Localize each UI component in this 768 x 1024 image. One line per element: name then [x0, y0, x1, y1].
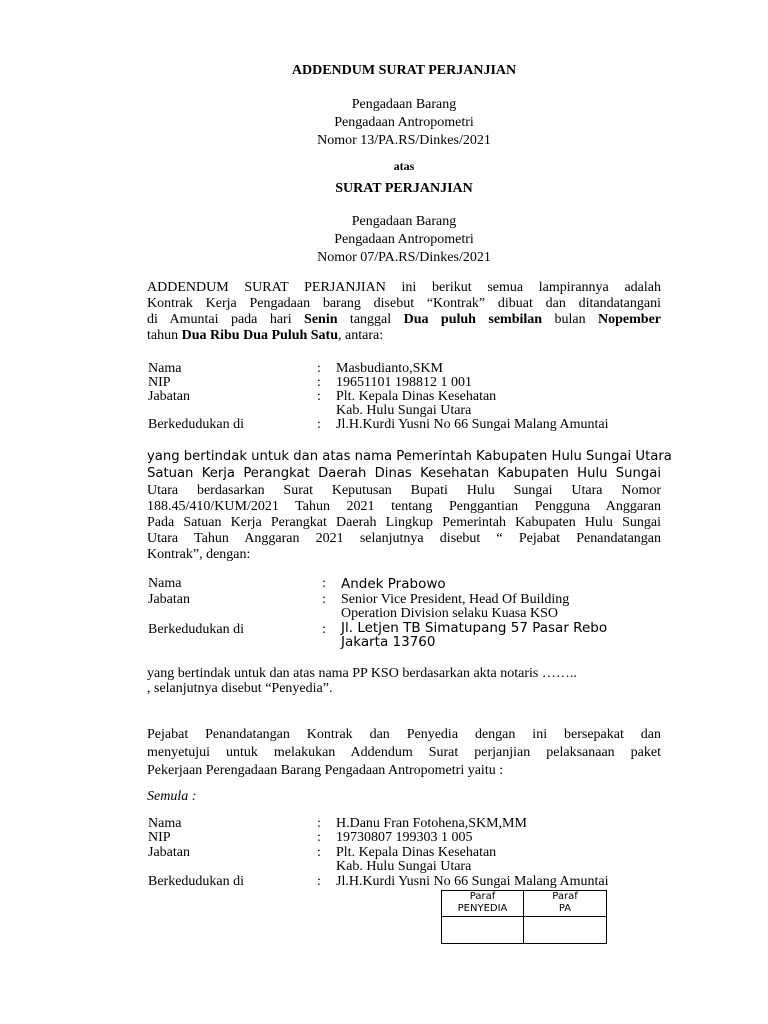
party2-jabatan-1: Senior Vice President, Head Of Building: [341, 592, 570, 607]
party1-kedudukan: Jl.H.Kurdi Yusni No 66 Sungai Malang Amuntai: [336, 417, 609, 432]
intro-year: Dua Ribu Dua Puluh Satu: [181, 328, 339, 343]
party2-desc-line-1: yang bertindak untuk dan atas nama PP KSO berdasarkan akta notaris ……..: [147, 666, 577, 681]
colon: :: [317, 845, 321, 860]
party1-jabatan-1: Plt. Kepala Dinas Kesehatan: [336, 389, 497, 404]
paraf-pa-header: [524, 891, 606, 915]
intro-day: Senin: [304, 312, 338, 327]
addendum-line-2: Pengadaan Antropometri: [334, 115, 474, 130]
party1-desc-line-6: Utara Tahun Anggaran 2021 selanjutnya disebut “ Pejabat Penandatangan: [147, 531, 661, 546]
party1-kedudukan-label: Berkedudukan di: [148, 417, 245, 432]
colon: :: [322, 576, 326, 591]
paraf-table: [441, 890, 607, 944]
paraf-penyedia-header: [442, 891, 523, 915]
party1-description-cont: [147, 483, 661, 563]
party1-description: [147, 448, 672, 482]
party1-nip-label: NIP: [148, 375, 171, 390]
colon: :: [317, 389, 321, 404]
colon: :: [317, 417, 321, 432]
party1-jabatan-2: Kab. Hulu Sungai Utara: [336, 403, 472, 418]
paraf-pa-line-2: PA: [558, 903, 572, 914]
semula-label: Semula :: [147, 789, 197, 804]
party1-desc-line-7: Kontrak”, dengan:: [147, 547, 251, 562]
contract-number: Nomor 07/PA.RS/Dinkes/2021: [317, 250, 491, 265]
party3-nama-label: Nama: [148, 816, 182, 831]
party1-nama-label: Nama: [148, 361, 182, 376]
party2-kedudukan-label: Berkedudukan di: [148, 622, 245, 637]
agreement-line-3: Pekerjaan Perengadaan Barang Pengadaan Antropometri yaitu :: [147, 763, 504, 778]
contract-line-1: Pengadaan Barang: [351, 214, 457, 229]
agreement-line-2: menyetujui untuk melakukan Addendum Surat perjanjian pelaksanaan paket: [147, 745, 661, 760]
intro-date: Dua puluh sembilan: [403, 312, 543, 327]
colon: :: [317, 874, 321, 889]
party2-kedudukan-1: Jl. Letjen TB Simatupang 57 Pasar Rebo: [341, 620, 608, 636]
agreement-line-1: Pejabat Penandatangan Kontrak dan Penyedia dengan ini bersepakat dan: [147, 727, 661, 742]
party3-nama: H.Danu Fran Fotohena,SKM,MM: [336, 816, 527, 831]
party1-nip: 19651101 198812 1 001: [336, 375, 472, 390]
party2-desc-line-2: , selanjutnya disebut “Penyedia”.: [147, 681, 333, 696]
party1-jabatan-label: Jabatan: [148, 389, 190, 404]
party1-desc-line-3: Utara berdasarkan Surat Keputusan Bupati Hulu Sungai Utara Nomor: [147, 483, 661, 498]
party2-kedudukan-2: Jakarta 13760: [341, 634, 436, 650]
intro-text: tanggal: [337, 312, 404, 327]
paraf-penyedia-line-2: PENYEDIA: [457, 903, 508, 914]
addendum-number: Nomor 13/PA.RS/Dinkes/2021: [317, 133, 491, 148]
contract-line-2: Pengadaan Antropometri: [334, 232, 474, 247]
party3-nip-label: NIP: [148, 830, 171, 845]
colon: :: [317, 375, 321, 390]
colon: :: [322, 622, 326, 637]
party1-desc-line-4: 188.45/410/KUM/2021 Tahun 2021 tentang Penggantian Pengguna Anggaran: [147, 499, 661, 514]
document-subtitle: SURAT PERJANJIAN: [335, 181, 473, 196]
intro-text: di Amuntai pada hari: [147, 312, 305, 327]
intro-text: bulan: [542, 312, 599, 327]
atas-label: atas: [393, 159, 415, 173]
party3-kedudukan-label: Berkedudukan di: [148, 874, 245, 889]
addendum-line-1: Pengadaan Barang: [351, 97, 457, 112]
colon: :: [317, 830, 321, 845]
paraf-penyedia-signature-cell[interactable]: [442, 917, 523, 943]
paraf-penyedia-line-1: Paraf: [469, 891, 496, 902]
intro-line-4: [147, 328, 661, 344]
colon: :: [322, 592, 326, 607]
colon: :: [317, 361, 321, 376]
intro-paragraph: [147, 280, 661, 344]
party2-jabatan-label: Jabatan: [148, 592, 190, 607]
intro-text: , antara:: [338, 328, 384, 343]
party2-jabatan-2: Operation Division selaku Kuasa KSO: [341, 606, 558, 621]
intro-line-1: ADDENDUM SURAT PERJANJIAN ini berikut semua lampirannya adalah: [147, 280, 661, 295]
paraf-pa-line-1: Paraf: [552, 891, 578, 902]
agreement-paragraph: [147, 726, 661, 780]
intro-line-2: Kontrak Kerja Pengadaan barang disebut “Kontrak” dibuat dan ditandatangani: [147, 296, 661, 311]
party3-jabatan-label: Jabatan: [148, 845, 190, 860]
document-title: ADDENDUM SURAT PERJANJIAN: [291, 63, 517, 78]
party1-nama: Masbudianto,SKM: [336, 361, 443, 376]
party1-desc-line-5: Pada Satuan Kerja Perangkat Daerah Lingkup Pemerintah Kabupaten Hulu Sungai: [147, 515, 661, 530]
party2-nama-label: Nama: [148, 576, 182, 591]
intro-month: Nopember: [598, 312, 662, 327]
intro-line-3: [147, 312, 661, 328]
intro-text: tahun: [147, 328, 182, 343]
colon: :: [317, 816, 321, 831]
party1-desc-line-2: Satuan Kerja Perangkat Daerah Dinas Kesehatan Kabupaten Hulu Sungai: [147, 466, 661, 481]
party3-nip: 19730807 199303 1 005: [336, 830, 473, 845]
party2-nama: Andek Prabowo: [341, 576, 446, 592]
paraf-pa-signature-cell[interactable]: [524, 917, 606, 943]
party3-jabatan-2: Kab. Hulu Sungai Utara: [336, 859, 472, 874]
party1-desc-line-1: yang bertindak untuk dan atas nama Pemerintah Kabupaten Hulu Sungai Utara: [147, 449, 672, 464]
party3-kedudukan: Jl.H.Kurdi Yusni No 66 Sungai Malang Amuntai: [336, 874, 609, 889]
party3-jabatan-1: Plt. Kepala Dinas Kesehatan: [336, 845, 497, 860]
